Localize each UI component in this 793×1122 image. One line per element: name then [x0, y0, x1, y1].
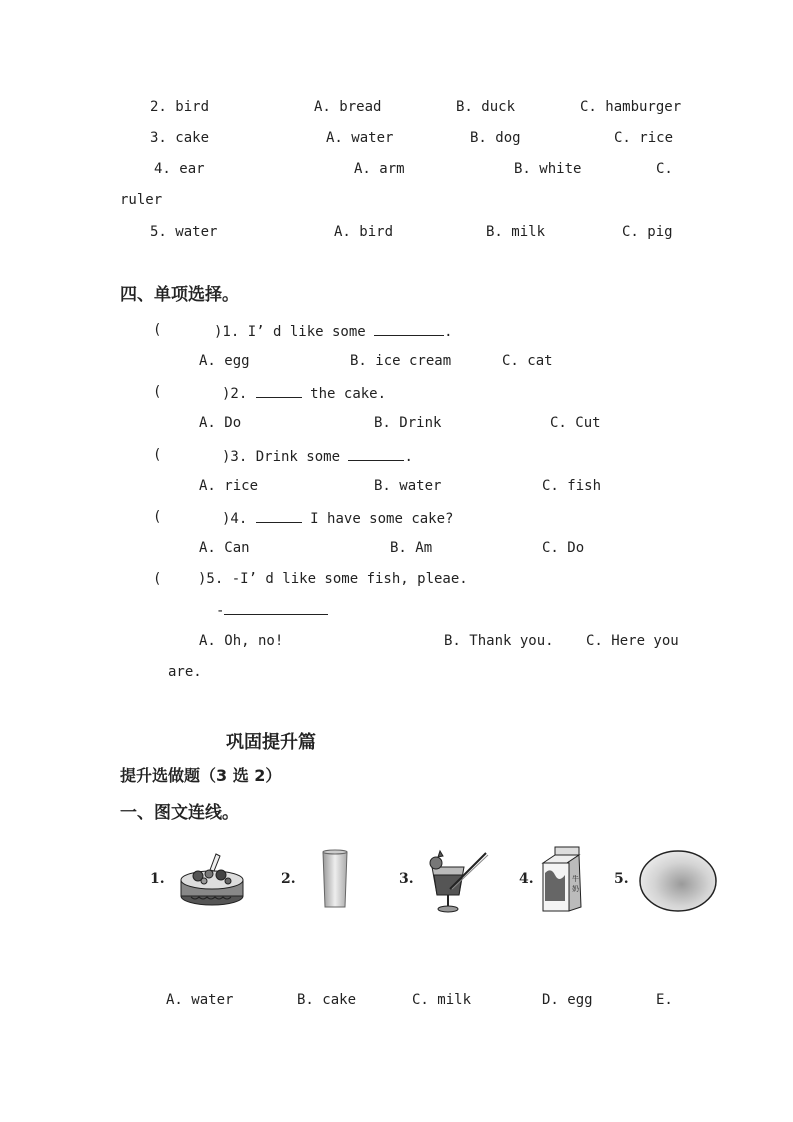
q1-end: . [444, 324, 453, 340]
s3-row5-a: A. bird [334, 224, 394, 240]
q3-option-c: C. fish [542, 478, 602, 494]
cake-icon [176, 850, 248, 908]
q4-text [222, 508, 453, 528]
q2-option-c: C. Cut [550, 415, 601, 431]
answer-e: E. [656, 992, 673, 1008]
q4-blank[interactable] [256, 508, 302, 523]
s3-row2-a: A. bread [314, 99, 382, 115]
q1-option-b: B. ice cream [350, 353, 452, 369]
q5-blank[interactable] [224, 600, 328, 615]
q2-option-b: B. Drink [374, 415, 442, 431]
s3-row5-b: B. milk [486, 224, 546, 240]
q1-stem: )1. I’ d like some [214, 324, 366, 340]
q1-text [214, 321, 453, 341]
q1-paren: ( [153, 322, 162, 338]
q1-option-c: C. cat [502, 353, 553, 369]
q1-blank[interactable] [374, 321, 444, 336]
s3-row4-wrap: ruler [120, 192, 163, 208]
q5-option-c: C. Here you [586, 633, 679, 649]
advanced-subheading: 提升选做题（3 选 2） [120, 766, 282, 785]
q5-text: )5. -I’ d like some fish, pleae. [198, 571, 468, 587]
pic5-num: 5. [614, 871, 629, 887]
pic2-num: 2. [281, 871, 296, 887]
s3-row3-a: A. water [326, 130, 394, 146]
advanced-section1-title: 一、图文连线。 [120, 803, 239, 823]
q4-end: I have some cake? [310, 511, 454, 527]
s3-row3-b: B. dog [470, 130, 521, 146]
advanced-heading: 巩固提升篇 [226, 732, 316, 753]
q5-option-b: B. Thank you. [444, 633, 554, 649]
svg-text:奶: 奶 [572, 885, 579, 893]
pic1-num: 1. [150, 871, 165, 887]
q2-blank[interactable] [256, 383, 302, 398]
q4-paren: ( [153, 509, 162, 525]
answer-b: B. cake [297, 992, 357, 1008]
q2-paren: ( [153, 384, 162, 400]
s3-row5-num: 5. water [150, 224, 218, 240]
q3-blank[interactable] [348, 446, 404, 461]
egg-icon [638, 849, 718, 913]
s3-row2-c: C. hamburger [580, 99, 682, 115]
s3-row4-b: B. white [514, 161, 582, 177]
q2-end: the cake. [310, 386, 387, 402]
q3-option-a: A. rice [199, 478, 259, 494]
answer-a: A. water [166, 992, 234, 1008]
s3-row4-a: A. arm [354, 161, 405, 177]
q4-option-c: C. Do [542, 540, 585, 556]
q5-dash: - [216, 603, 225, 619]
answer-c: C. milk [412, 992, 472, 1008]
q5-option-a: A. Oh, no! [199, 633, 284, 649]
juice-icon [424, 849, 490, 915]
s3-row3-c: C. rice [614, 130, 674, 146]
q3-stem: )3. Drink some [222, 449, 341, 465]
q3-option-b: B. water [374, 478, 442, 494]
q2-stem: )2. [222, 386, 248, 402]
q3-paren: ( [153, 447, 162, 463]
pic3-num: 3. [399, 871, 414, 887]
q4-option-a: A. Can [199, 540, 250, 556]
q5-option-c-wrap: are. [168, 664, 202, 680]
answer-d: D. egg [542, 992, 593, 1008]
milk-carton-icon [539, 845, 585, 913]
q2-option-a: A. Do [199, 415, 242, 431]
s3-row4-num: 4. ear [154, 161, 205, 177]
s3-row4-c: C. [656, 161, 673, 177]
q4-stem: )4. [222, 511, 248, 527]
q3-text [222, 446, 413, 466]
q2-text [222, 383, 386, 403]
q5-answer-line [216, 600, 328, 620]
q4-option-b: B. Am [390, 540, 433, 556]
s3-row2-num: 2. bird [150, 99, 210, 115]
pic4-num: 4. [519, 871, 534, 887]
s3-row3-num: 3. cake [150, 130, 210, 146]
s3-row5-c: C. pig [622, 224, 673, 240]
q3-end: . [404, 449, 413, 465]
glass-icon [320, 849, 350, 911]
section4-title: 四、单项选择。 [120, 285, 239, 305]
q5-paren: ( [153, 571, 162, 587]
s3-row2-b: B. duck [456, 99, 516, 115]
svg-text:牛: 牛 [572, 875, 579, 883]
q1-option-a: A. egg [199, 353, 250, 369]
